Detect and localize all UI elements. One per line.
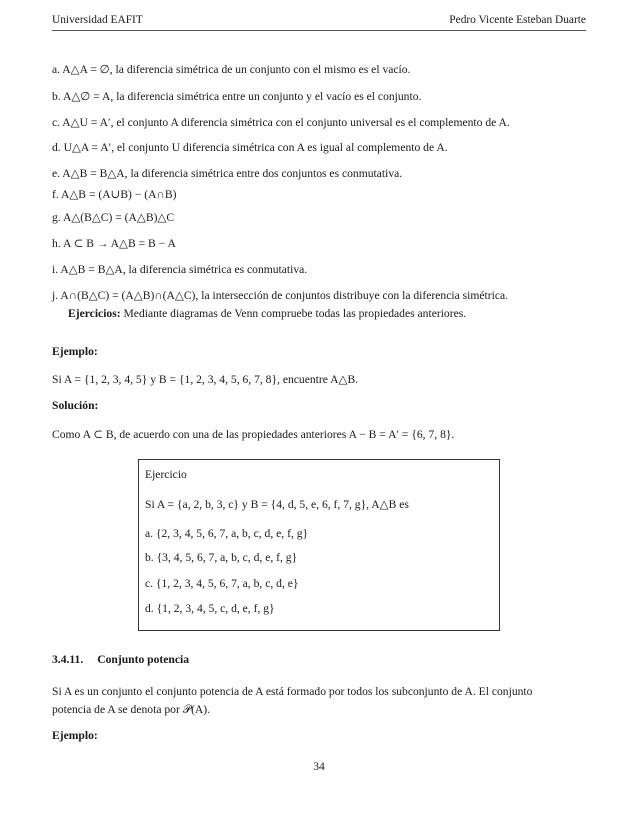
example-title: Ejemplo: bbox=[52, 345, 98, 358]
example-statement: Si A = {1, 2, 3, 4, 5} y B = {1, 2, 3, 4, 5, 6, 7, 8}, encuentre A△B. bbox=[52, 373, 359, 386]
header-institution: Universidad EAFIT bbox=[52, 14, 143, 26]
exercise-option-b: b. {3, 4, 5, 6, 7, a, b, c, d, e, f, g} bbox=[145, 551, 298, 564]
section-text-line1: Si A es un conjunto el conjunto potencia de A está formado por todos los subconjunto de A. El conjunto bbox=[52, 685, 533, 698]
property-d: d. U△A = A′, el conjunto U diferencia simétrica con A es igual al complemento de A. bbox=[52, 141, 448, 154]
property-c: c. A△U = A′, el conjunto A diferencia simétrica con el conjunto universal es el complemento de A. bbox=[52, 116, 510, 129]
header-author: Pedro Vicente Esteban Duarte bbox=[449, 14, 586, 26]
property-f: f. A△B = (A∪B) − (A∩B) bbox=[52, 188, 177, 201]
example2-title: Ejemplo: bbox=[52, 729, 98, 742]
page-number: 34 bbox=[313, 760, 325, 773]
property-j: j. A∩(B△C) = (A△B)∩(A△C), la intersección de conjuntos distribuye con la diferencia simétrica. bbox=[52, 289, 509, 302]
section-text-line2: potencia de A se denota por 𝒫(A). bbox=[52, 703, 211, 716]
property-b: b. A△∅ = A, la diferencia simétrica entre un conjunto y el vacío es el conjunto. bbox=[52, 90, 422, 103]
property-g: g. A△(B△C) = (A△B)△C bbox=[52, 211, 175, 224]
exercise-box bbox=[138, 459, 500, 631]
property-e: e. A△B = B△A, la diferencia simétrica entre dos conjuntos es conmutativa. bbox=[52, 167, 403, 180]
page-header bbox=[52, 14, 586, 31]
exercises-note-text: Mediante diagramas de Venn compruebe todas las propiedades anteriores. bbox=[120, 307, 467, 320]
exercise-option-d: d. {1, 2, 3, 4, 5, c, d, e, f, g} bbox=[145, 602, 275, 615]
section-heading bbox=[52, 653, 189, 666]
section-number: 3.4.11. bbox=[52, 653, 84, 666]
exercises-note bbox=[68, 307, 466, 320]
section-title: Conjunto potencia bbox=[97, 653, 190, 666]
exercise-option-c: c. {1, 2, 3, 4, 5, 6, 7, a, b, c, d, e} bbox=[145, 577, 299, 590]
solution-title: Solución: bbox=[52, 399, 99, 412]
property-a: a. A△A = ∅, la diferencia simétrica de un conjunto con el mismo es el vacío. bbox=[52, 63, 411, 76]
solution-text: Como A ⊂ B, de acuerdo con una de las propiedades anteriores A − B = A′ = {6, 7, 8}. bbox=[52, 428, 455, 441]
exercises-note-label: Ejercicios: bbox=[68, 307, 121, 320]
property-h: h. A ⊂ B → A△B = B − A bbox=[52, 237, 176, 250]
exercise-box-question: Si A = {a, 2, b, 3, c} y B = {4, d, 5, e, 6, f, 7, g}, A△B es bbox=[145, 498, 409, 511]
property-i: i. A△B = B△A, la diferencia simétrica es conmutativa. bbox=[52, 263, 308, 276]
exercise-box-title: Ejercicio bbox=[145, 468, 187, 481]
exercise-option-a: a. {2, 3, 4, 5, 6, 7, a, b, c, d, e, f, g} bbox=[145, 527, 309, 540]
